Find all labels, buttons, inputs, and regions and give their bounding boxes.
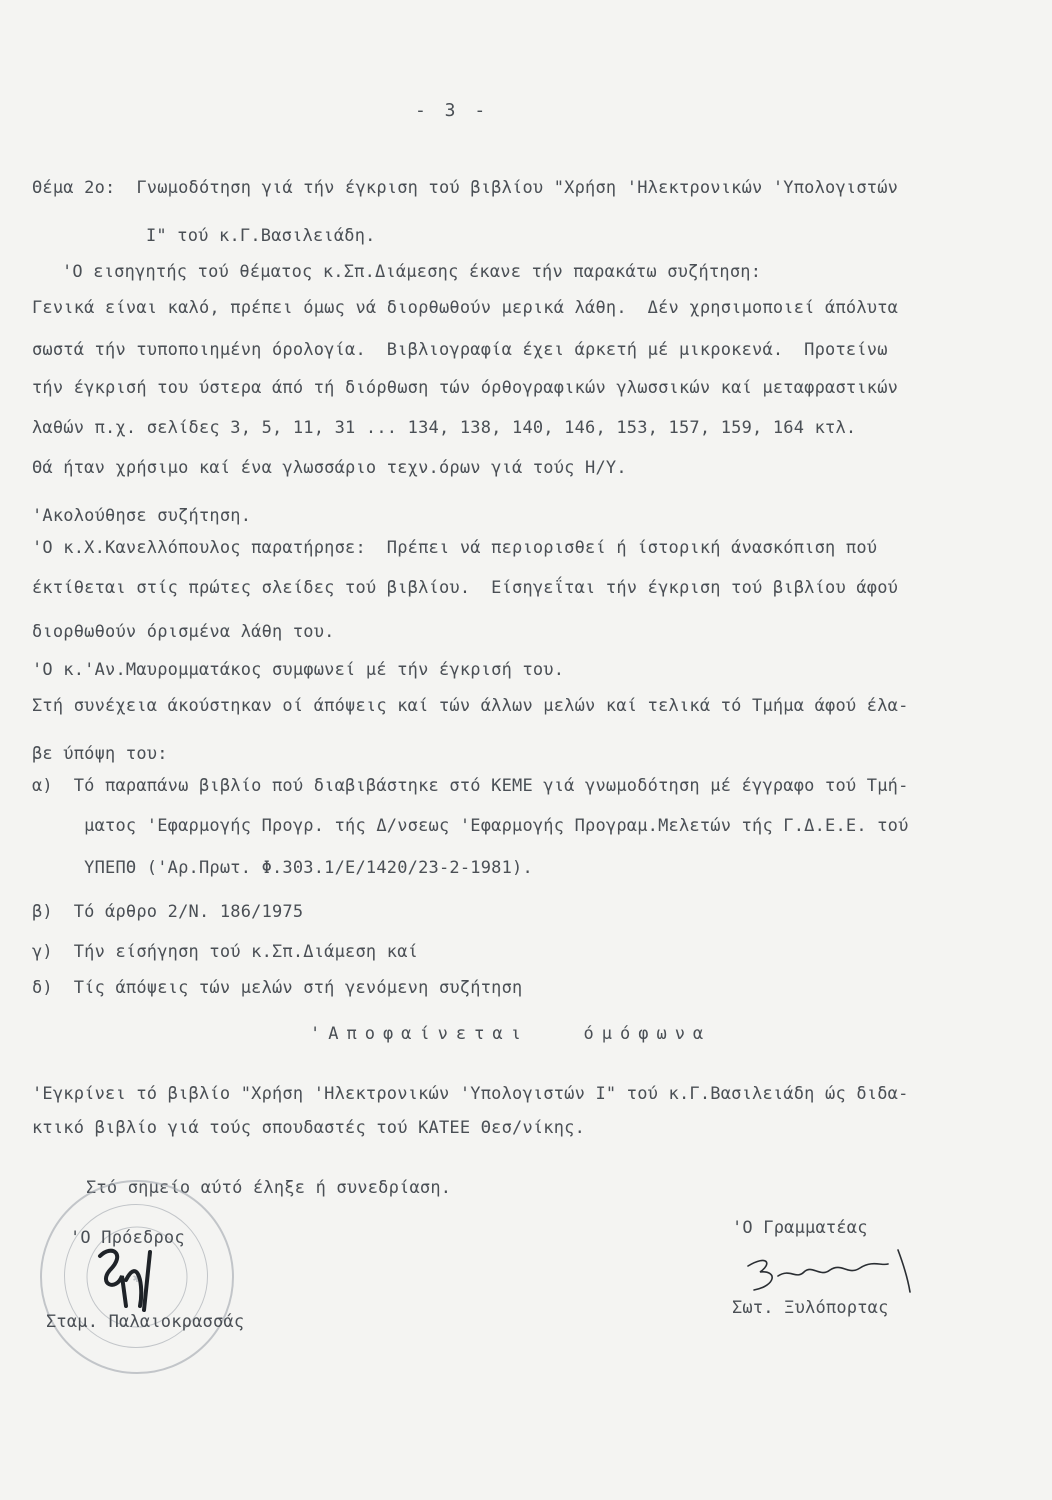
text-line: λαθών π.χ. σελίδες 3, 5, 11, 31 ... 134, 138, 140, 146, 153, 157, 159, 164 κτλ. — [32, 418, 857, 438]
secretary-title: 'Ο Γραμματέας — [732, 1218, 868, 1238]
text-line: 'Ακολούθησε συζήτηση. — [32, 506, 252, 526]
text-line: τήν έγκρισή του ύστερα άπό τή διόρθωση τών όρθογραφικών γλωσσικών καί μεταφραστικών — [32, 378, 899, 398]
list-item: ΥΠΕΠΘ ('Αρ.Πρωτ. Φ.303.1/Ε/1420/23-2-1981). — [32, 858, 533, 878]
text-line: 'Εγκρίνει τό βιβλίο "Χρήση 'Ηλεκτρονικών 'Υπολογιστών Ι" τού κ.Γ.Βασιλειάδη ώς διδα- — [32, 1084, 909, 1104]
text-line: σωστά τήν τυποποιημένη όρολογία. Βιβλιογραφία έχει άρκετή μέ μικροκενά. Προτείνω — [32, 340, 888, 360]
text-line: Θά ήταν χρήσιμο καί ένα γλωσσάριο τεχν.όρων γιά τούς Η/Υ. — [32, 458, 627, 478]
text-line: 'Ο κ.'Αν.Μαυρομματάκος συμφωνεί μέ τήν έγκρισή του. — [32, 660, 565, 680]
list-item: ματος 'Εφαρμογής Προγρ. τής Δ/νσεως 'Εφαρμογής Προγραμ.Μελετών τής Γ.Δ.Ε.Ε. τού — [32, 816, 909, 836]
text-line: βε ύπόψη του: — [32, 744, 168, 764]
text-line: Θέμα 2ο: Γνωμοδότηση γιά τήν έγκριση τού βιβλίου "Χρήση 'Ηλεκτρονικών 'Υπολογιστών — [32, 178, 899, 198]
text-line: Στό σημείο αύτό έληξε ή συνεδρίαση. — [86, 1178, 452, 1198]
secretary-name: Σωτ. Ξυλόπορτας — [732, 1298, 889, 1318]
text-line: 'Ο κ.Χ.Κανελλόπουλος παρατήρησε: Πρέπει νά περιορισθεί ή ίστορική άνασκόπιση πού — [32, 538, 878, 558]
decision-heading: 'Αποφαίνεται όμόφωνα — [310, 1024, 712, 1044]
text-line: κτικό βιβλίο γιά τούς σπουδαστές τού ΚΑΤΕΕ Θεσ/νίκης. — [32, 1118, 586, 1138]
list-item: δ) Τίς άπόψεις τών μελών στή γενόμενη συζήτηση — [32, 978, 523, 998]
page-number: - 3 - — [415, 100, 490, 121]
text-line: 'Ο εισηγητής τού θέματος κ.Σπ.Διάμεσης έκανε τήν παρακάτω συζήτηση: — [62, 262, 762, 282]
text-line: έκτίθεται στίς πρώτες σλείδες τού βιβλίου. Είσηγεΐται τήν έγκριση τού βιβλίου άφού — [32, 578, 899, 598]
list-item: β) Τό άρθρο 2/Ν. 186/1975 — [32, 902, 304, 922]
chairman-title: 'Ο Πρόεδρος — [70, 1228, 185, 1248]
list-item: α) Τό παραπάνω βιβλίο πού διαβιβάστηκε στό ΚΕΜΕ γιά γνωμοδότηση μέ έγγραφο τού Τμή- — [32, 776, 909, 796]
chairman-signature-icon — [92, 1246, 172, 1316]
chairman-name: Σταμ. Παλαιοκρασσάς — [46, 1312, 245, 1332]
list-item: γ) Τήν είσήγηση τού κ.Σπ.Διάμεση καί — [32, 942, 419, 962]
text-line: Ι" τού κ.Γ.Βασιλειάδη. — [146, 226, 376, 246]
svg-text:✱: ✱ — [132, 1273, 142, 1285]
text-line: διορθωθούν όρισμένα λάθη του. — [32, 622, 335, 642]
secretary-signature-icon — [738, 1246, 918, 1296]
text-line: Γενικά είναι καλό, πρέπει όμως νά διορθωθούν μερικά λάθη. Δέν χρησιμοποιεί άπόλυτα — [32, 298, 899, 318]
text-line: Στή συνέχεια άκούστηκαν οί άπόψεις καί τών άλλων μελών καί τελικά τό Τμήμα άφού έλα- — [32, 696, 909, 716]
